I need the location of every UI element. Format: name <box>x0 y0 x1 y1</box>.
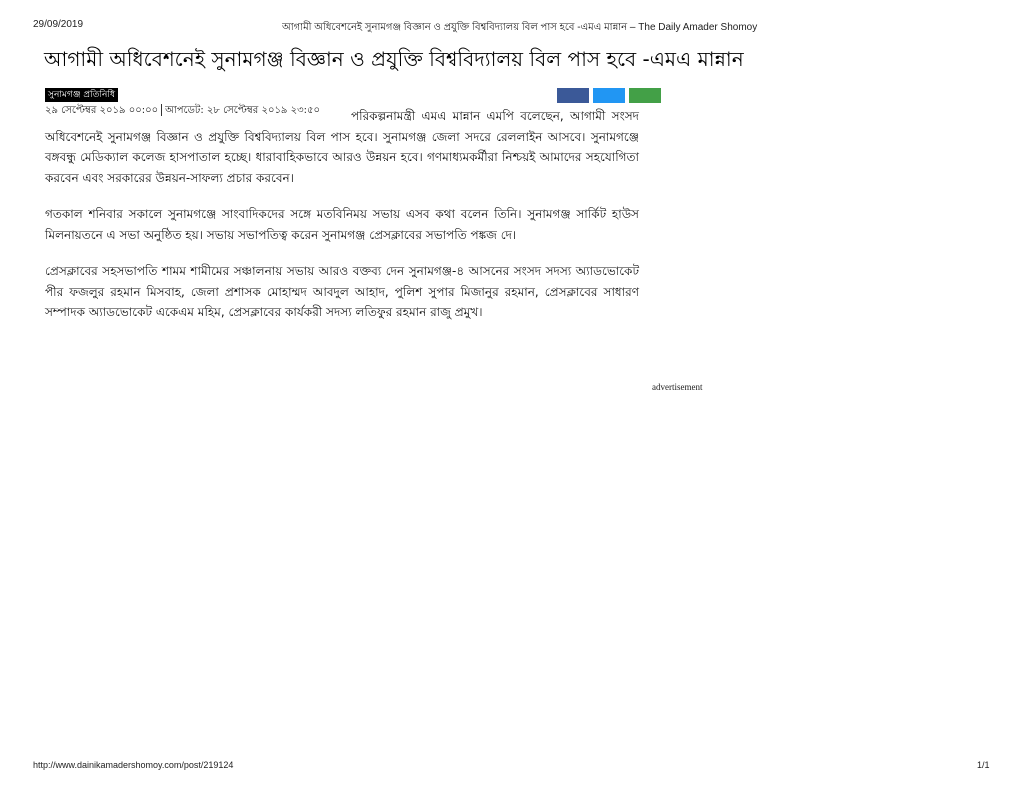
article-paragraph: পরিকল্পনামন্ত্রী এমএ মান্নান এমপি বলেছেন, আগামী সংসদ অধিবেশনেই সুনামগঞ্জ বিজ্ঞান ও প্রযুক্তি বিশ্ববিদ্যালয় বিল পাস হবে। সুনামগঞ্জ জেলা সদরে রেললাইন আসবে। সুনামগঞ্জে বঙ্গবন্ধু মেডিক্যাল কলেজ হাসপাতাল হচ্ছে। ধারাবাহিকভাবে আরও উন্নয়ন হবে। গণমাধ্যমকর্মীরা নিশ্চয়ই আমাদের সহযোগিতা করবেন এবং সরকারের উন্নয়ন-সাফল্য প্রচার করবেন। <box>45 109 639 185</box>
article-headline: আগামী অধিবেশনেই সুনামগঞ্জ বিজ্ঞান ও প্রযুক্তি বিশ্ববিদ্যালয় বিল পাস হবে -এমএ মান্নান <box>44 47 744 71</box>
print-footer-url: http://www.dainikamadershomoy.com/post/219124 <box>33 760 234 770</box>
print-page-number: 1/1 <box>977 760 990 770</box>
print-date: 29/09/2019 <box>33 19 84 30</box>
article-paragraph: গতকাল শনিবার সকালে সুনামগঞ্জে সাংবাদিকদের সঙ্গে মতবিনিময় সভায় এসব কথা বলেন তিনি। সুনামগঞ্জ সার্কিট হাউস মিলনায়তনে এ সভা অনুষ্ঠিত হয়। সভায় সভাপতিত্ব করেন সুনামগঞ্জ প্রেসক্লাবের সভাপতি পঙ্কজ দে। <box>45 207 639 242</box>
whatsapp-share-button[interactable] <box>629 88 661 103</box>
twitter-share-button[interactable] <box>593 88 625 103</box>
article-body <box>45 106 639 339</box>
print-page-title: আগামী অধিবেশনেই সুনামগঞ্জ বিজ্ঞান ও প্রযুক্তি বিশ্ববিদ্যালয় বিল পাস হবে -এমএ মান্নান – The Daily Amader Shomoy <box>282 22 758 33</box>
published-date: ২৯ সেপ্টেম্বর ২০১৯ ০০:০০ <box>45 105 159 116</box>
facebook-share-button[interactable] <box>557 88 589 103</box>
updated-date: আপডেট: ২৮ সেপ্টেম্বর ২০১৯ ২৩:৫০ <box>165 105 320 116</box>
reporter-tag[interactable]: সুনামগঞ্জ প্রতিনিধি <box>45 88 118 102</box>
article-paragraph: প্রেসক্লাবের সহসভাপতি শামম শামীমের সঞ্চালনায় সভায় আরও বক্তব্য দেন সুনামগঞ্জ-৪ আসনের সংসদ সদস্য অ্যাডভোকেট পীর ফজলুর রহমান মিসবাহ, জেলা প্রশাসক মোহাম্মদ আবদুল আহাদ, পুলিশ সুপার মিজানুর রহমান, প্রেসক্লাবের সাধারণ সম্পাদক অ্যাডভোকেট একেএম মহিম, প্রেসক্লাবের কার্যকরী সদস্য লতিফুর রহমান রাজু প্রমুখ। <box>45 264 639 319</box>
share-bar <box>557 88 661 103</box>
advertisement-label: advertisement <box>652 382 703 392</box>
